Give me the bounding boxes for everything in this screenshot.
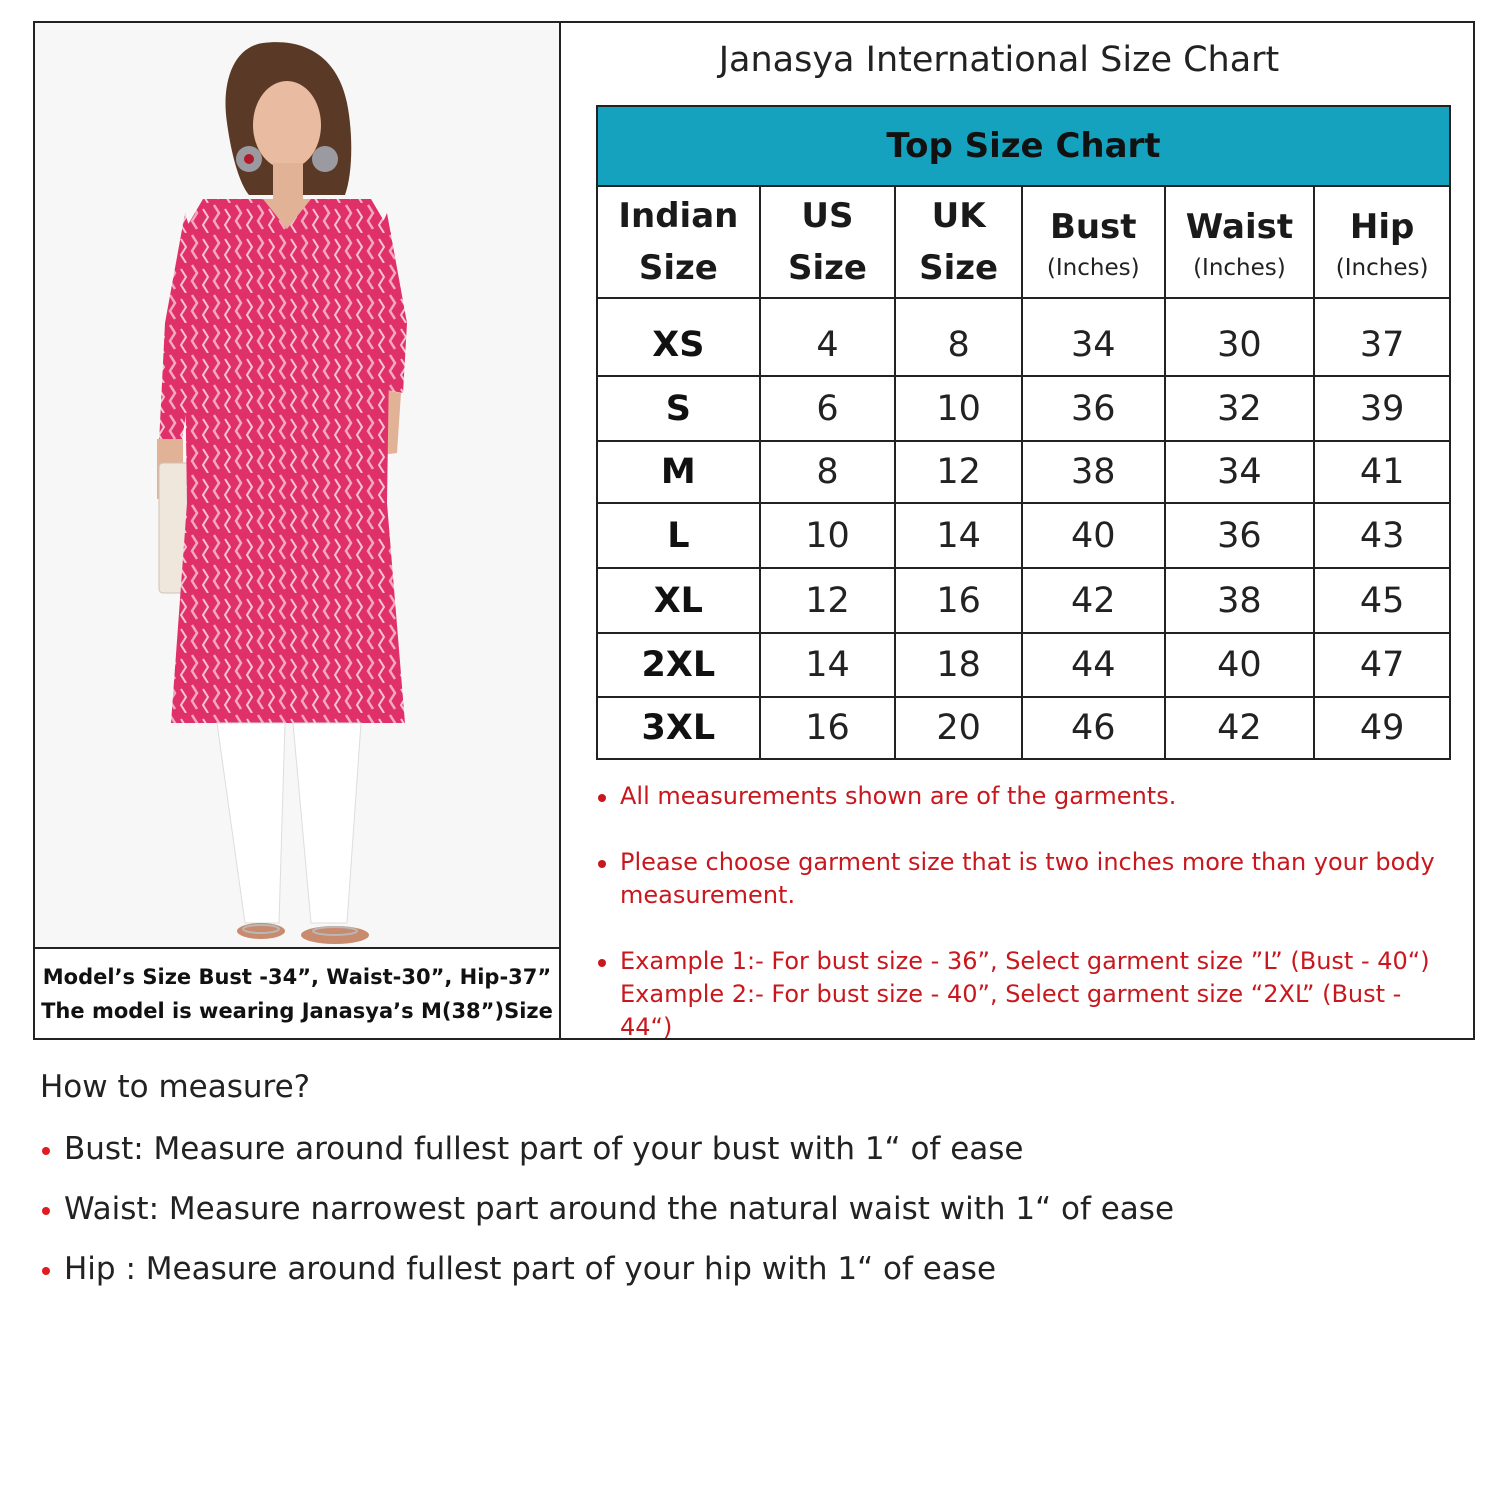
header-bust: Bust (Inches) <box>1022 186 1165 298</box>
table-row <box>597 376 1450 441</box>
bullet-icon <box>598 794 606 802</box>
table-row <box>597 298 1450 376</box>
table-cell: 44 <box>1022 633 1165 697</box>
header-us-size: US Size <box>760 186 896 298</box>
header-indian-size: Indian Size <box>597 186 760 298</box>
table-cell: 12 <box>760 568 896 633</box>
table-cell: XL <box>597 568 760 633</box>
table-cell: 16 <box>760 697 896 759</box>
table-cell: S <box>597 376 760 441</box>
note-item <box>598 846 1458 912</box>
table-cell: 34 <box>1165 441 1315 503</box>
table-cell: 30 <box>1165 298 1315 376</box>
table-cell: 2XL <box>597 633 760 697</box>
table-cell: 37 <box>1314 298 1450 376</box>
note-line: Example 2:- For bust size - 40”, Select garment size “2XL” (Bust - 44“) <box>620 980 1402 1041</box>
table-row <box>597 568 1450 633</box>
header-waist: Waist (Inches) <box>1165 186 1315 298</box>
table-cell: 43 <box>1314 503 1450 568</box>
table-row <box>597 441 1450 503</box>
bullet-icon <box>42 1207 50 1215</box>
note-line: Please choose garment size that is two inches more than your body <box>620 848 1435 876</box>
table-cell: 20 <box>895 697 1022 759</box>
table-cell: 4 <box>760 298 896 376</box>
table-cell: 8 <box>895 298 1022 376</box>
table-cell: 10 <box>895 376 1022 441</box>
model-size-caption <box>35 949 559 1038</box>
note-line: Example 1:- For bust size - 36”, Select garment size ”L” (Bust - 40“) <box>620 947 1430 975</box>
model-caption-line-1: Model’s Size Bust -34”, Waist-30”, Hip-37” <box>42 964 552 989</box>
table-cell: 14 <box>895 503 1022 568</box>
top-size-chart-table <box>596 105 1451 760</box>
table-cell: 45 <box>1314 568 1450 633</box>
note-line: All measurements shown are of the garments. <box>620 782 1177 810</box>
table-banner: Top Size Chart <box>597 106 1450 186</box>
table-cell: 38 <box>1022 441 1165 503</box>
bullet-icon <box>42 1267 50 1275</box>
model-photo <box>35 23 559 949</box>
table-cell: 16 <box>895 568 1022 633</box>
table-cell: XS <box>597 298 760 376</box>
table-cell: 40 <box>1165 633 1315 697</box>
table-row <box>597 633 1450 697</box>
table-cell: L <box>597 503 760 568</box>
chart-title: Janasya International Size Chart <box>718 40 1280 80</box>
measure-item-hip <box>40 1250 1440 1288</box>
table-row <box>597 503 1450 568</box>
table-cell: 8 <box>760 441 896 503</box>
size-notes <box>598 780 1458 1077</box>
table-cell: 10 <box>760 503 896 568</box>
table-cell: 36 <box>1022 376 1165 441</box>
table-header-row <box>597 186 1450 298</box>
bullet-icon <box>598 860 606 868</box>
model-illustration <box>35 23 559 949</box>
table-cell: 41 <box>1314 441 1450 503</box>
measure-text: Waist: Measure narrowest part around the natural waist with 1“ of ease <box>64 1191 1175 1227</box>
table-cell: 49 <box>1314 697 1450 759</box>
table-cell: 6 <box>760 376 896 441</box>
table-cell: 34 <box>1022 298 1165 376</box>
table-cell: 42 <box>1165 697 1315 759</box>
table-cell: 39 <box>1314 376 1450 441</box>
measure-text: Bust: Measure around fullest part of your bust with 1“ of ease <box>64 1131 1024 1167</box>
note-line: measurement. <box>620 881 796 909</box>
table-cell: 12 <box>895 441 1022 503</box>
measure-text: Hip : Measure around fullest part of your hip with 1“ of ease <box>64 1251 997 1287</box>
how-to-measure-heading: How to measure? <box>40 1069 311 1105</box>
table-cell: 36 <box>1165 503 1315 568</box>
table-cell: 38 <box>1165 568 1315 633</box>
measure-item-bust <box>40 1130 1440 1168</box>
model-caption-line-2: The model is wearing Janasya’s M(38”)Size <box>41 998 553 1023</box>
table-cell: 32 <box>1165 376 1315 441</box>
table-cell: 14 <box>760 633 896 697</box>
note-item <box>598 945 1458 1044</box>
table-cell: 40 <box>1022 503 1165 568</box>
measure-item-waist <box>40 1190 1440 1228</box>
bullet-icon <box>42 1147 50 1155</box>
bullet-icon <box>598 959 606 967</box>
table-cell: 47 <box>1314 633 1450 697</box>
table-cell: 42 <box>1022 568 1165 633</box>
note-item <box>598 780 1458 813</box>
table-row <box>597 697 1450 759</box>
header-uk-size: UK Size <box>895 186 1022 298</box>
header-hip: Hip (Inches) <box>1314 186 1450 298</box>
table-cell: 46 <box>1022 697 1165 759</box>
table-cell: 3XL <box>597 697 760 759</box>
how-to-measure-section <box>40 1068 1440 1310</box>
table-cell: M <box>597 441 760 503</box>
table-cell: 18 <box>895 633 1022 697</box>
model-panel <box>35 23 561 1038</box>
